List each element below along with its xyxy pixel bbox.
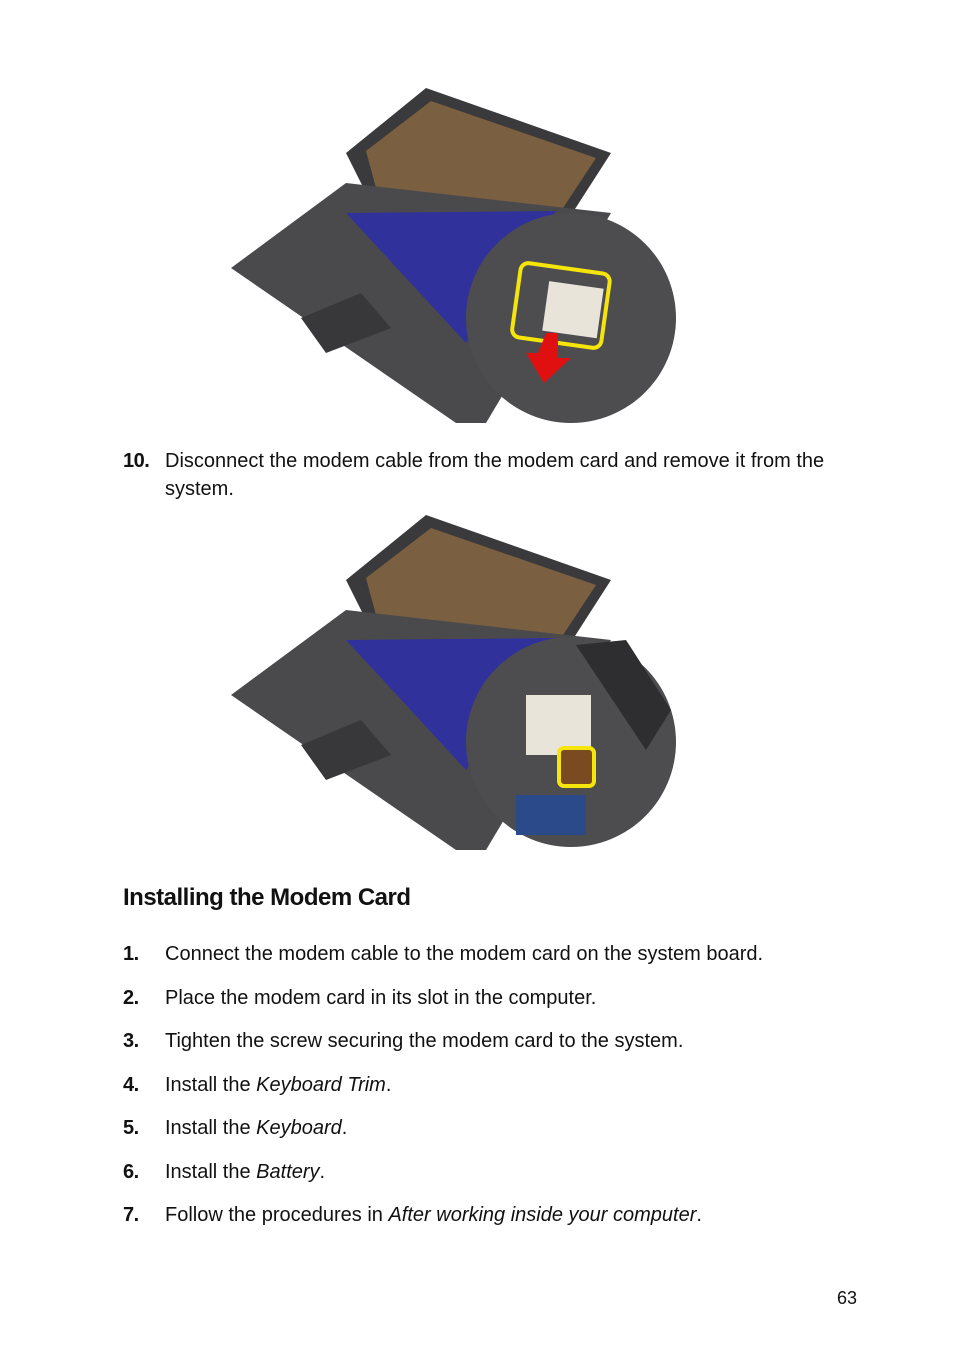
install-step-5 (123, 1114, 853, 1142)
step-number: 2. (123, 987, 139, 1009)
step-text: Tighten the screw securing the modem card to the system. (165, 1030, 684, 1052)
step-suffix: . (341, 1117, 348, 1139)
step-prefix: Install the (165, 1074, 257, 1096)
step-number: 1. (123, 943, 139, 965)
step-suffix: . (319, 1161, 326, 1183)
step-number: 6. (123, 1161, 139, 1183)
step-number: 10. (123, 450, 150, 472)
laptop-modem-card-removal-image (226, 83, 676, 428)
step-prefix: Install the (165, 1161, 257, 1183)
battery-link[interactable]: Battery (256, 1161, 320, 1183)
install-step-1 (123, 940, 853, 968)
step-number: 3. (123, 1030, 139, 1052)
step-text (165, 1114, 853, 1142)
step-prefix: Follow the procedures in (165, 1204, 389, 1226)
install-step-7 (123, 1201, 853, 1229)
install-step-2 (123, 984, 853, 1012)
step-text: Disconnect the modem cable from the modem card and remove it from the system. (165, 450, 825, 500)
step-number: 4. (123, 1074, 139, 1096)
step-suffix: . (696, 1204, 702, 1226)
step-text: Connect the modem cable to the modem card on the system board. (165, 943, 764, 965)
keyboard-link[interactable]: Keyboard (256, 1117, 342, 1139)
removal-step-10 (123, 447, 853, 503)
step-text (165, 1201, 853, 1229)
install-step-4 (123, 1071, 853, 1099)
page-number: 63 (837, 1288, 858, 1308)
step-number: 5. (123, 1117, 139, 1139)
step-text (165, 1071, 853, 1099)
keyboard-trim-link[interactable]: Keyboard Trim (256, 1074, 386, 1096)
step-text: Place the modem card in its slot in the computer. (165, 987, 597, 1009)
install-step-6 (123, 1158, 853, 1186)
step-number: 7. (123, 1204, 139, 1226)
section-heading: Installing the Modem Card (123, 884, 411, 911)
step-suffix: . (385, 1074, 392, 1096)
step-text (165, 1158, 853, 1186)
install-step-3 (123, 1027, 853, 1055)
laptop-modem-cable-image (226, 510, 676, 855)
after-working-link[interactable]: After working inside your computer (388, 1204, 697, 1226)
step-prefix: Install the (165, 1117, 257, 1139)
